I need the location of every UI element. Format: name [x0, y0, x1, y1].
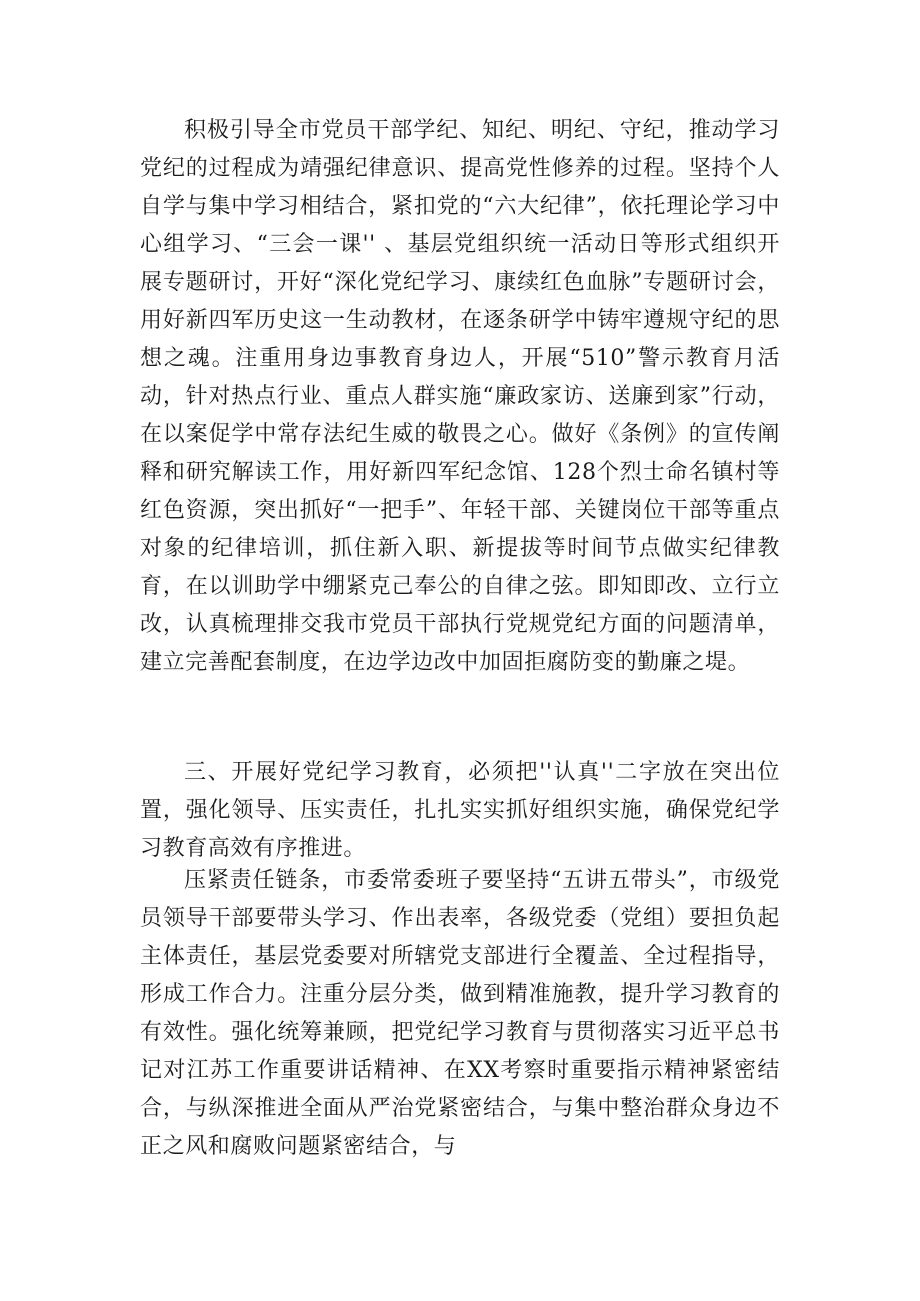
paragraph-section-three-heading: 三、开展好党纪学习教育，必须把''认真''二字放在突出位置，强化领导、压实责任，扎扎实实抓好组织实施，确保党纪学习教育高效有序推进。 — [140, 760, 780, 861]
paragraph-responsibility-chain: 压紧责任链条，市委常委班子要坚持“五讲五带头”，市级党员领导干部要带头学习、作出表率，各级党委（党组）要担负起主体责任，基层党委要对所辖党支部进行全覆盖、全过程指导，形成工作合力。注重分层分类，做到精准施教，提升学习教育的有效性。强化统筹兼顾，把党纪学习教育与贯彻落实习近平总书记对江苏工作重要讲话精神、在XX考察时重要指示精神紧密结合，与纵深推进全面从严治党紧密结合，与集中整治群众身边不正之风和腐败问题紧密结合，与 — [140, 868, 780, 1159]
paragraph-discipline-study: 积极引导全市党员干部学纪、知纪、明纪、守纪，推动学习党纪的过程成为靖强纪律意识、提高党性修养的过程。坚持个人自学与集中学习相结合，紧扣党的“六大纪律”，依托理论学习中心组学习、“三会一课'' 、基层党组织统一活动日等形式组织开展专题研讨，开好“深化党纪学习、康续红色血脉”专题研讨会，用好新四军历史这一生动教材，在逐条研学中铸牢遵规守纪的思想之魂。注重用身边事教育身边人，开展“510”警示教育月活动，针对热点行业、重点人群实施“廉政家访、送廉到家”行动，在以案促学中常存法纪生威的敬畏之心。做好《条例》的宣传阐释和研究解读工作，用好新四军纪念馆、128个烈士命名镇村等红色资源，突出抓好“一把手”、年轻干部、关键岗位干部等重点对象的纪律培训，抓住新入职、新提拔等时间节点做实纪律教育，在以训助学中绷紧克己奉公的自律之弦。即知即改、立行立改，认真梳理排交我市党员干部执行党规党纪方面的问题清单，建立完善配套制度，在边学边改中加固拒腐防变的勤廉之堤。 — [140, 118, 780, 675]
